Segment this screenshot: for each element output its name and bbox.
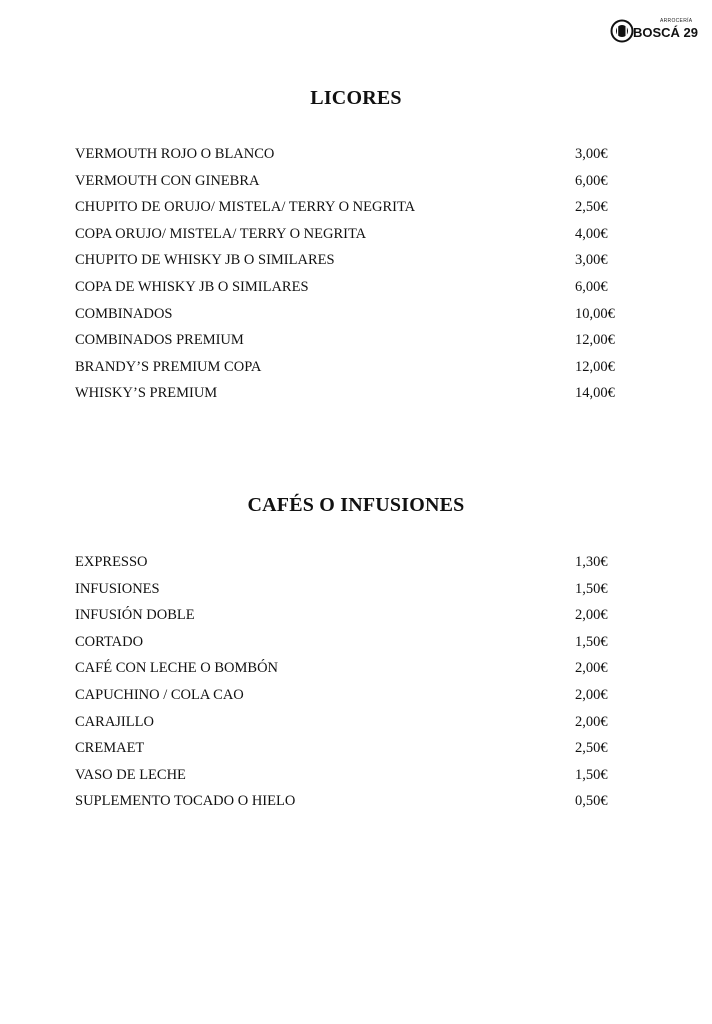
item-name: WHISKY’S PREMIUM bbox=[75, 385, 218, 402]
menu-item bbox=[75, 385, 635, 412]
item-name: SUPLEMENTO TOCADO O HIELO bbox=[75, 793, 296, 810]
menu-item bbox=[75, 634, 635, 661]
item-price: 2,50€ bbox=[575, 740, 608, 757]
menu-item bbox=[75, 173, 635, 200]
item-name: CARAJILLO bbox=[75, 713, 154, 730]
menu-item bbox=[75, 740, 635, 767]
item-price: 2,00€ bbox=[575, 713, 608, 730]
item-name: CHUPITO DE WHISKY JB O SIMILARES bbox=[75, 252, 335, 269]
item-name: VASO DE LECHE bbox=[75, 766, 186, 783]
item-price: 1,50€ bbox=[575, 580, 608, 597]
menu-item bbox=[75, 279, 635, 306]
item-name: COMBINADOS PREMIUM bbox=[75, 332, 244, 349]
menu-item bbox=[75, 226, 635, 253]
item-name: VERMOUTH CON GINEBRA bbox=[75, 172, 260, 189]
menu-list-licores bbox=[75, 146, 635, 412]
menu-item bbox=[75, 687, 635, 714]
item-price: 2,00€ bbox=[575, 660, 608, 677]
item-price: 6,00€ bbox=[575, 278, 608, 295]
item-name: INFUSIONES bbox=[75, 580, 160, 597]
item-price: 3,00€ bbox=[575, 252, 608, 269]
item-name: CHUPITO DE ORUJO/ MISTELA/ TERRY O NEGRITA bbox=[75, 199, 416, 216]
item-name: VERMOUTH ROJO O BLANCO bbox=[75, 146, 275, 162]
item-name: INFUSIÓN DOBLE bbox=[75, 607, 195, 624]
item-price: 6,00€ bbox=[575, 172, 608, 189]
menu-item bbox=[75, 199, 635, 226]
logo-subtitle: ARROCERÍA bbox=[660, 18, 693, 24]
menu-item bbox=[75, 252, 635, 279]
menu-item bbox=[75, 767, 635, 794]
item-name: COPA ORUJO/ MISTELA/ TERRY O NEGRITA bbox=[75, 225, 367, 242]
menu-item bbox=[75, 146, 635, 173]
item-price: 0,50€ bbox=[575, 793, 608, 810]
menu-item bbox=[75, 714, 635, 741]
item-price: 12,00€ bbox=[575, 358, 615, 375]
menu-item bbox=[75, 554, 635, 581]
item-name: COPA DE WHISKY JB O SIMILARES bbox=[75, 278, 309, 295]
item-price: 14,00€ bbox=[575, 385, 615, 402]
item-price: 4,00€ bbox=[575, 225, 608, 242]
menu-item bbox=[75, 581, 635, 608]
menu-item bbox=[75, 607, 635, 634]
item-price: 1,50€ bbox=[575, 633, 608, 650]
item-name: EXPRESSO bbox=[75, 554, 148, 570]
item-price: 2,50€ bbox=[575, 199, 608, 216]
item-name: CORTADO bbox=[75, 633, 144, 650]
item-price: 2,00€ bbox=[575, 686, 608, 703]
item-price: 10,00€ bbox=[575, 305, 615, 322]
plate-cutlery-icon bbox=[610, 18, 634, 44]
menu-item bbox=[75, 359, 635, 386]
item-name: CAFÉ CON LECHE O BOMBÓN bbox=[75, 660, 279, 677]
section-title-licores: LICORES bbox=[310, 87, 402, 109]
item-price: 12,00€ bbox=[575, 332, 615, 349]
menu-item bbox=[75, 793, 635, 820]
item-name: CREMAET bbox=[75, 740, 145, 757]
menu-item bbox=[75, 306, 635, 333]
menu-list-cafes bbox=[75, 554, 635, 820]
item-name: BRANDY’S PREMIUM COPA bbox=[75, 358, 262, 375]
section-title-cafes: CAFÉS O INFUSIONES bbox=[247, 494, 465, 516]
menu-item bbox=[75, 332, 635, 359]
logo-name: BOSCÁ 29 bbox=[633, 25, 699, 40]
item-price: 3,00€ bbox=[575, 146, 608, 162]
item-name: CAPUCHINO / COLA CAO bbox=[75, 686, 244, 703]
restaurant-logo bbox=[610, 16, 706, 46]
item-price: 1,30€ bbox=[575, 554, 608, 570]
item-price: 1,50€ bbox=[575, 766, 608, 783]
item-price: 2,00€ bbox=[575, 607, 608, 624]
item-name: COMBINADOS bbox=[75, 305, 173, 322]
menu-item bbox=[75, 660, 635, 687]
